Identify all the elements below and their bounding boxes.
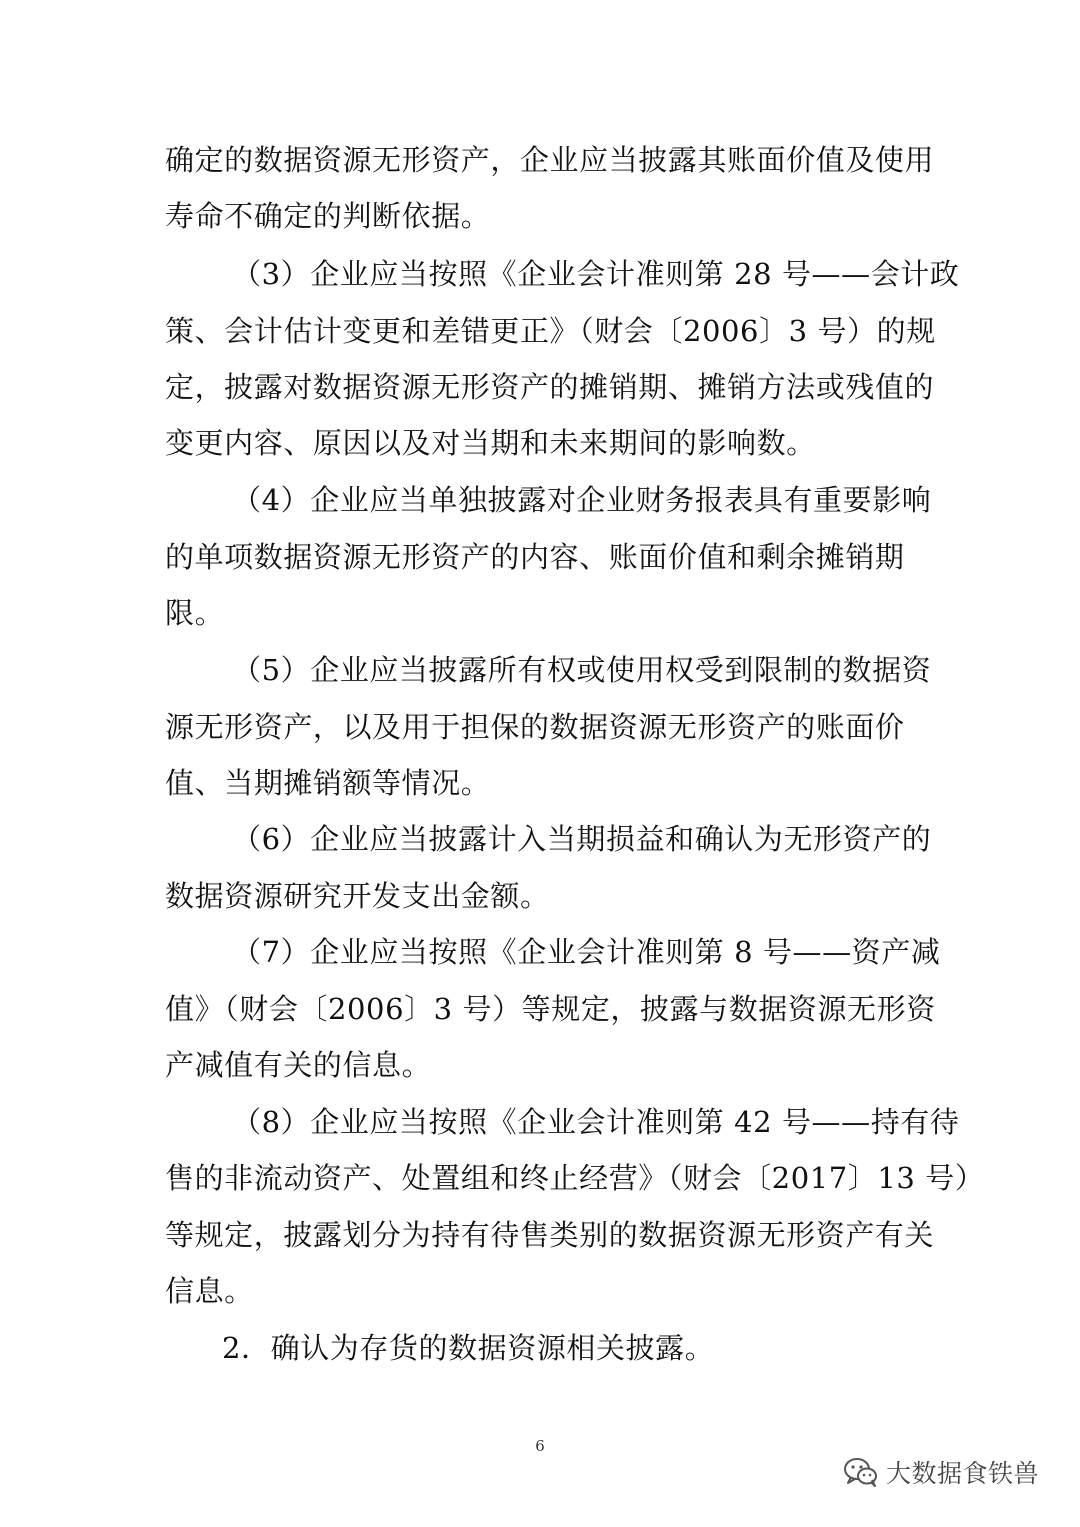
text-line: 限。	[165, 596, 225, 630]
text-line: （8）企业应当按照《企业会计准则第 42 号——持有待	[232, 1105, 960, 1139]
text-line: （7）企业应当按照《企业会计准则第 8 号——资产减	[232, 935, 941, 969]
text-line: 的单项数据资源无形资产的内容、账面价值和剩余摊销期	[165, 540, 905, 574]
text-line: 值、当期摊销额等情况。	[165, 766, 491, 800]
text-line: 售的非流动资产、处置组和终止经营》（财会〔2017〕13 号）	[165, 1161, 985, 1195]
text-line: 变更内容、原因以及对当期和未来期间的影响数。	[165, 426, 816, 460]
page-number: 6	[535, 1437, 545, 1455]
text-line: 等规定，披露划分为持有待售类别的数据资源无形资产有关	[165, 1218, 935, 1252]
watermark-text: 大数据食铁兽	[886, 1459, 1040, 1488]
text-line: 值》（财会〔2006〕3 号）等规定，披露与数据资源无形资	[165, 992, 936, 1026]
text-line: 寿命不确定的判断依据。	[165, 199, 491, 233]
text-line: 源无形资产，以及用于担保的数据资源无形资产的账面价	[165, 710, 905, 744]
text-line: 定，披露对数据资源无形资产的摊销期、摊销方法或残值的	[165, 370, 935, 404]
text-line: 产减值有关的信息。	[165, 1048, 432, 1082]
text-line: 策、会计估计变更和差错更正》（财会〔2006〕3 号）的规	[165, 314, 936, 348]
text-line: （3）企业应当按照《企业会计准则第 28 号——会计政	[232, 257, 960, 291]
text-line: 数据资源研究开发支出金额。	[165, 879, 550, 913]
text-line: 信息。	[165, 1274, 254, 1308]
wechat-icon	[842, 1455, 880, 1489]
text-line: 2．确认为存货的数据资源相关披露。	[222, 1331, 715, 1365]
text-line: （6）企业应当披露计入当期损益和确认为无形资产的	[232, 822, 932, 856]
text-line: （4）企业应当单独披露对企业财务报表具有重要影响	[232, 483, 932, 517]
text-line: 确定的数据资源无形资产，企业应当披露其账面价值及使用	[165, 143, 935, 177]
text-line: （5）企业应当披露所有权或使用权受到限制的数据资	[232, 653, 932, 687]
watermark	[842, 1450, 1057, 1494]
